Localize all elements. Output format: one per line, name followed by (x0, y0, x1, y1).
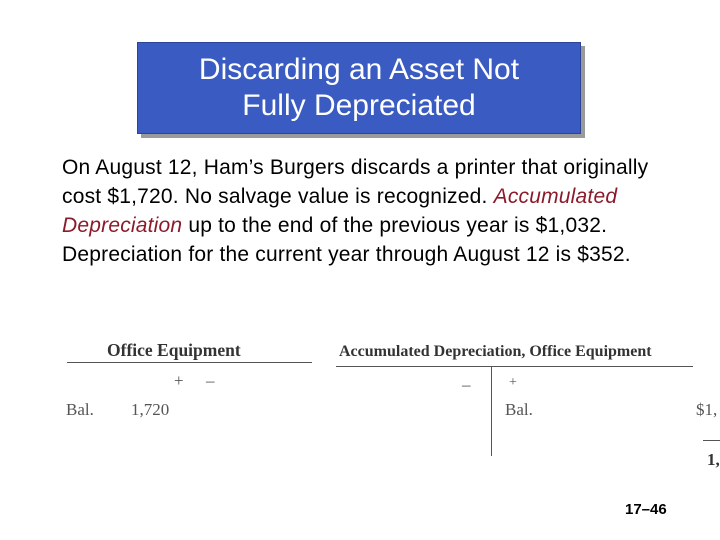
title-line-1: Discarding an Asset Not (198, 53, 520, 86)
accumulated-depreciation-emphasis: Accumulated Depreciation (62, 185, 618, 237)
body-text-1: On August 12, Ham’s Burgers discards a printer that originally cost $1,720. No salvage value is recognized. (62, 156, 649, 208)
office-equipment-title: Office Equipment (107, 340, 241, 360)
office-equipment-horizontal-line (67, 362, 312, 363)
accumulated-depreciation-debit-sign: – (462, 375, 471, 394)
body-text-2: up to the end of the previous year is $1,032. Depreciation for the current year through August 12 is $352. (62, 214, 631, 266)
body-paragraph (62, 153, 662, 269)
title-line-2: Fully Depreciated (242, 89, 476, 122)
office-equipment-credit-sign: – (206, 371, 215, 390)
slide-title (137, 42, 581, 134)
office-equipment-bal-value: 1,720 (131, 400, 170, 419)
accumulated-depreciation-vertical-line (491, 366, 492, 456)
office-equipment-debit-sign: + (174, 371, 184, 390)
accumulated-depreciation-title: Accumulated Depreciation, Office Equipment (339, 343, 652, 360)
accumulated-depreciation-bal-label: Bal. (505, 400, 533, 419)
office-equipment-bal-label: Bal. (66, 400, 94, 419)
accumulated-depreciation-total-line (703, 440, 720, 441)
accumulated-depreciation-total-value: 1, (707, 450, 720, 469)
accumulated-depreciation-bal-value: $1, (696, 400, 718, 419)
accumulated-depreciation-horizontal-line (336, 366, 693, 367)
accumulated-depreciation-credit-sign: + (509, 375, 517, 390)
slide-number: 17–46 (625, 501, 667, 518)
